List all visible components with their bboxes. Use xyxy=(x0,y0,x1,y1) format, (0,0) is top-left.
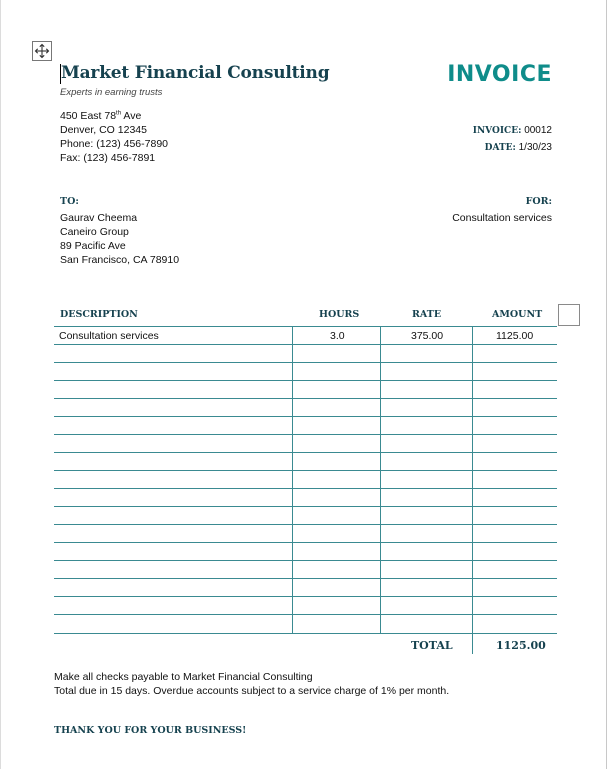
address-fax[interactable]: Fax: (123) 456-7891 xyxy=(60,152,156,164)
for-label: FOR: xyxy=(525,196,552,207)
table-rule xyxy=(54,560,557,561)
row-rate[interactable]: 375.00 xyxy=(411,330,444,342)
row-amount[interactable]: 1125.00 xyxy=(496,330,534,342)
invoice-title[interactable]: INVOICE xyxy=(447,62,552,87)
table-rule xyxy=(54,488,557,489)
table-rule xyxy=(54,633,557,634)
table-rule xyxy=(54,344,557,345)
invoice-date-line[interactable] xyxy=(485,142,552,153)
to-street[interactable]: 89 Pacific Ave xyxy=(60,240,126,252)
terms-note[interactable]: Total due in 15 days. Overdue accounts subject to a service charge of 1% per month. xyxy=(54,685,450,697)
invoice-number-line[interactable] xyxy=(473,125,552,136)
column-divider xyxy=(380,326,381,634)
table-rule xyxy=(54,416,557,417)
total-label: TOTAL xyxy=(411,639,453,652)
table-rule xyxy=(54,578,557,579)
column-divider xyxy=(292,326,293,634)
table-rule xyxy=(54,596,557,597)
to-company[interactable]: Caneiro Group xyxy=(60,226,129,238)
table-rule xyxy=(54,506,557,507)
column-divider xyxy=(472,326,473,634)
table-resize-handle[interactable] xyxy=(558,304,580,326)
invoice-number[interactable]: 00012 xyxy=(524,125,552,136)
page-left-edge xyxy=(0,0,1,769)
line-items-table[interactable] xyxy=(54,326,557,634)
table-rule xyxy=(54,362,557,363)
payment-note[interactable]: Make all checks payable to Market Financial Consulting xyxy=(54,671,313,683)
table-rule xyxy=(54,452,557,453)
to-name[interactable]: Gaurav Cheema xyxy=(60,212,138,224)
to-label: TO: xyxy=(60,196,79,207)
address-phone[interactable]: Phone: (123) 456-7890 xyxy=(60,138,168,150)
header-rate: RATE xyxy=(412,309,442,320)
table-rule xyxy=(54,398,557,399)
header-amount: AMOUNT xyxy=(492,309,543,320)
invoice-date[interactable]: 1/30/23 xyxy=(518,142,552,153)
row-hours[interactable]: 3.0 xyxy=(330,330,345,342)
for-text[interactable]: Consultation services xyxy=(452,212,552,224)
header-hours: HOURS xyxy=(319,309,360,320)
address-street[interactable]: 450 East 78th Ave xyxy=(60,110,142,122)
address-city[interactable]: Denver, CO 12345 xyxy=(60,124,147,136)
table-rule xyxy=(54,434,557,435)
total-value[interactable]: 1125.00 xyxy=(496,639,546,652)
header-description: DESCRIPTION xyxy=(60,309,138,320)
company-name[interactable]: Market Financial Consulting xyxy=(61,63,330,83)
move-arrows-icon xyxy=(34,43,50,59)
row-description[interactable]: Consultation services xyxy=(59,330,159,342)
total-divider xyxy=(472,634,473,654)
invoice-number-label: INVOICE: xyxy=(472,126,522,136)
company-tagline[interactable]: Experts in earning trusts xyxy=(60,87,163,98)
to-city[interactable]: San Francisco, CA 78910 xyxy=(60,254,180,266)
table-rule xyxy=(54,614,557,615)
table-rule xyxy=(54,470,557,471)
thank-you-message[interactable]: THANK YOU FOR YOUR BUSINESS! xyxy=(54,725,247,736)
table-rule xyxy=(54,380,557,381)
table-rule xyxy=(54,542,557,543)
table-rule xyxy=(54,524,557,525)
table-rule xyxy=(54,326,557,327)
invoice-date-label: DATE: xyxy=(484,143,516,153)
table-move-handle[interactable] xyxy=(32,41,52,61)
